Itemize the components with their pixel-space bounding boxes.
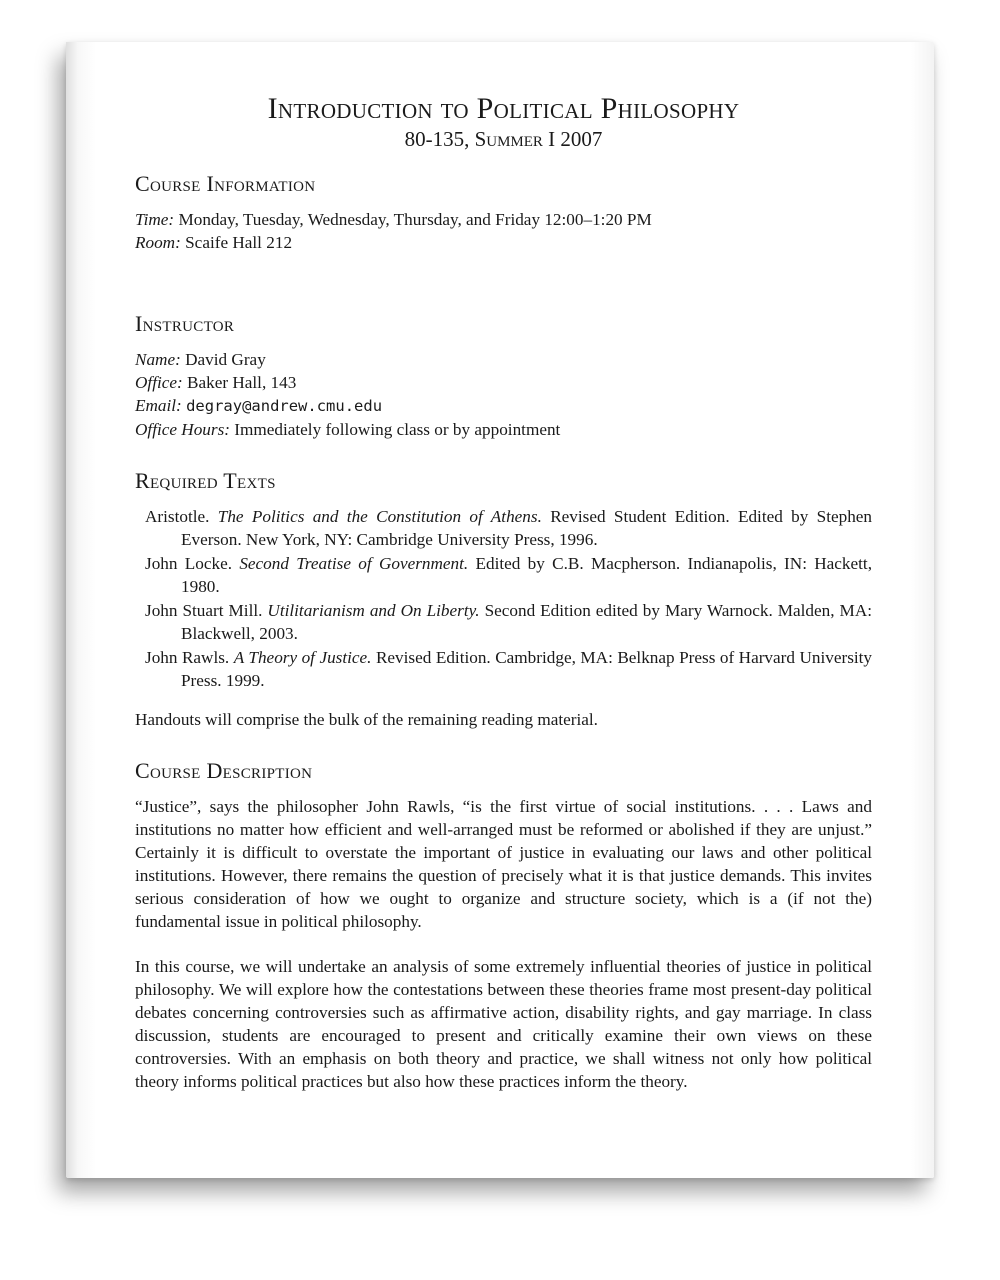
text-author: Aristotle. bbox=[145, 507, 210, 526]
handouts-note: Handouts will comprise the bulk of the remaining reading material. bbox=[135, 710, 598, 729]
name-value: David Gray bbox=[185, 350, 266, 369]
document-title: Introduction to Political Philosophy bbox=[267, 92, 740, 125]
time-label: Time: bbox=[135, 210, 175, 229]
text-details: Revised Edition. Cambridge, MA: Belknap Press of Harvard University Press. 1999. bbox=[181, 648, 873, 690]
list-item bbox=[145, 599, 872, 645]
office-label: Office: bbox=[135, 373, 183, 392]
course-description-section bbox=[135, 757, 872, 1093]
course-info-heading: Course Information bbox=[135, 171, 316, 196]
document-subtitle: 80-135, Summer I 2007 bbox=[404, 127, 603, 151]
email-value[interactable]: degray@andrew.cmu.edu bbox=[186, 397, 383, 415]
instructor-section bbox=[135, 310, 872, 441]
required-texts-section bbox=[135, 467, 872, 731]
office-hours-label: Office Hours: bbox=[135, 420, 230, 439]
name-line bbox=[135, 348, 872, 371]
text-title: The Politics and the Constitution of Athens. bbox=[217, 507, 542, 526]
office-value: Baker Hall, 143 bbox=[187, 373, 297, 392]
text-details: Second Edition edited by Mary Warnock. Malden, MA: Blackwell, 2003. bbox=[181, 601, 873, 643]
room-value: Scaife Hall 212 bbox=[185, 233, 293, 252]
room-label: Room: bbox=[135, 233, 181, 252]
list-item bbox=[145, 505, 872, 551]
text-details: Edited by C.B. Macpherson. Indianapolis, IN: Hackett, 1980. bbox=[181, 554, 872, 596]
office-hours-value: Immediately following class or by appointment bbox=[234, 420, 561, 439]
text-author: John Locke. bbox=[145, 554, 233, 573]
required-texts-heading: Required Texts bbox=[135, 468, 276, 493]
text-title: A Theory of Justice. bbox=[233, 648, 372, 667]
text-title: Utilitarianism and On Liberty. bbox=[267, 601, 480, 620]
text-author: John Rawls. bbox=[145, 648, 230, 667]
text-details: Revised Student Edition. Edited by Stephen Everson. New York, NY: Cambridge University Press, 1996. bbox=[181, 507, 873, 549]
room-line bbox=[135, 231, 872, 254]
name-label: Name: bbox=[135, 350, 181, 369]
time-value: Monday, Tuesday, Wednesday, Thursday, and Friday 12:00–1:20 PM bbox=[178, 210, 652, 229]
text-title: Second Treatise of Government. bbox=[239, 554, 469, 573]
email-line bbox=[135, 394, 872, 418]
list-item bbox=[145, 646, 872, 692]
office-hours-line bbox=[135, 418, 872, 441]
page-content bbox=[135, 92, 872, 1119]
email-label: Email: bbox=[135, 396, 182, 415]
course-info-section bbox=[135, 170, 872, 254]
instructor-heading: Instructor bbox=[135, 311, 235, 336]
course-description-heading: Course Description bbox=[135, 758, 313, 783]
description-paragraph: In this course, we will undertake an analysis of some extremely influential theories of justice in political philosophy. We will explore how the contestations between these theories frame most present-day political debates concerning controversies such as affirmative action, disability rights, and gay marriage. In class discussion, students are encouraged to present and critically examine their own views on these controversies. With an emphasis on both theory and practice, we shall witness not only how political theory informs political practices but also how these practices inform the theory. bbox=[135, 957, 872, 1091]
text-author: John Stuart Mill. bbox=[145, 601, 263, 620]
description-paragraph: “Justice”, says the philosopher John Rawls, “is the first virtue of social institutions. . . . Laws and institutions no matter how efficient and well-arranged must be reformed or abolished if they are unjust.” Certainly it is difficult to overstate the important of justice in evaluating our laws and other political institutions. However, there remains the question of precisely what it is that justice demands. This invites serious consideration of how we ought to organize and structure society, which is a (if not the) fundamental issue in political philosophy. bbox=[135, 797, 872, 931]
required-texts-list bbox=[145, 505, 872, 692]
list-item bbox=[145, 552, 872, 598]
time-line bbox=[135, 208, 872, 231]
syllabus-page bbox=[66, 42, 934, 1178]
office-line bbox=[135, 371, 872, 394]
